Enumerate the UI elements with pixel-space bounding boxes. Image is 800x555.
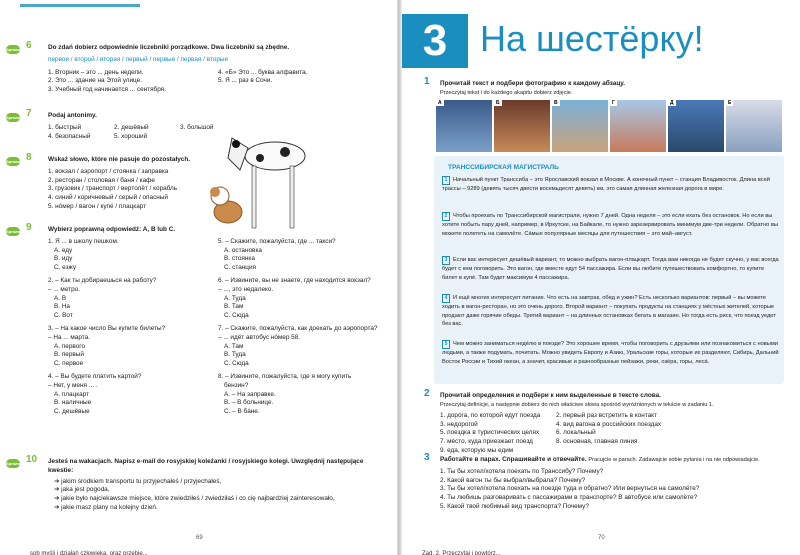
exercise-badge: Sprawdź xyxy=(6,47,23,52)
bullet-item: ➔ jakim środkiem transportu tu przyjechałeś / przyjechałeś, xyxy=(54,477,222,485)
list-item: 4. синий / коричневый / серый / опасный xyxy=(48,194,168,202)
paragraph xyxy=(442,212,780,238)
exercise-number: 10 xyxy=(26,454,38,465)
paragraph-text: Чем можно заниматься недéлю в поезде? Это хорошее время, чтобы поговорить с друзьями или познакомиться с новыми людьми, а также подумать, почитать. Можно увидеть Европу и Азию, Уральские горы, которые их разделяют, Сибирь, Дальний Восток России и Тихий океан, а значит, красивые и разнообразные пейзажи, реки, озёра, горы, лесá. xyxy=(442,341,779,365)
photo-label: Г xyxy=(612,100,615,106)
option: C. станция xyxy=(224,264,256,272)
list-item: 2. Какой вагон ты бы выбрал/выбрала? Почему? xyxy=(440,476,586,484)
list-item: 6. локальный xyxy=(556,429,596,437)
dogs-illustration xyxy=(200,108,310,238)
photo-label: Б xyxy=(496,100,500,106)
option: B. стоянка xyxy=(224,255,255,263)
paragraph-text: Если вас интересует дешёвый вариант, то можно выбрать вагон-плацкарт. Тогда вам никогда не будет скучно, у вас всегда будет с кем поговорить. Это вагон, где вместе едут 54 пассажира. Если вы любите путешествовать комфортно, то купите билет в купé. Там будет максимум 4 пассажира. xyxy=(442,257,779,281)
list-item: 3. грузовик / транспорт / вертолёт / корабль xyxy=(48,185,178,193)
list-item: 5. нóмер / вагон / купé / плацкарт xyxy=(48,202,147,210)
exercise-number: 2 xyxy=(424,388,430,399)
option: C. Сюда xyxy=(224,360,249,368)
paragraph xyxy=(442,256,780,282)
option: C. езжу xyxy=(54,264,77,272)
photo-b xyxy=(494,100,550,152)
option: A. первого xyxy=(54,342,86,350)
instruction-pl: Pracujcie w parach. Zadawajcie sobie pytania i na nie odpowiadajcie. xyxy=(588,457,760,463)
list-item: 2. Это ... здание на Этой улице. xyxy=(48,77,142,85)
option: A. еду xyxy=(54,246,73,254)
list-item: 3. недорогой xyxy=(440,420,478,428)
exercise-body xyxy=(440,456,780,512)
photo-f xyxy=(726,100,782,152)
option: C. Вот xyxy=(54,312,73,320)
instruction-pl: Przeczytaj definicje, a następnie dobierz do nich właściwe słowa spośród wyróżnionych w tekście w zadaniu 1. xyxy=(440,401,714,408)
top-rule xyxy=(20,4,140,7)
list-item: 4. Ты любишь разговаривать с пассажирами в транспорте? В автобусе или самолёте? xyxy=(440,494,698,502)
exercise-badge: Sprawdź xyxy=(6,229,23,234)
exercise-number: 8 xyxy=(26,152,32,163)
question: 8. – Извините, пожалуйста, где я могу купить xyxy=(218,372,352,380)
left-page xyxy=(0,0,398,555)
paragraph-text: Чтобы проехать по Транссибирской магистрали, нужно 7 дней. Одна неделя – это если ехать без остановок. Но если вы хотите побыть пару дней, например, в Иркутске, на Байкале, то нужно зарезервировать минимум две-три недели. Обратно вы можете полететь на самолёте. Сáмые популярные месяцы для путешествия – это май–август. xyxy=(442,213,778,237)
option: C. первое xyxy=(54,360,84,368)
bullet-text: jakie masz plany na kolejny dzień. xyxy=(61,503,158,511)
paragraph-number: 3 xyxy=(442,256,450,265)
bleed-text: sob myśli i działań człowieka, oraz przebie... xyxy=(30,551,148,555)
exercise-body xyxy=(440,392,780,456)
list-item: 4. безопасный xyxy=(48,132,91,140)
paragraph-number: 4 xyxy=(442,294,450,303)
question: 7. – Скажите, пожалуйста, как доехать до аэропорта? xyxy=(218,324,378,332)
exercise-badge: Sprawdź xyxy=(6,461,23,466)
question-line: – На ... марта. xyxy=(48,333,90,341)
exercise-body xyxy=(48,44,388,95)
text-title: ТРАНССИБИРСКАЯ МАГИСТРАЛЬ xyxy=(448,164,559,171)
photo-label: В xyxy=(554,100,558,106)
list-item: 9. еда, которую мы едим xyxy=(440,446,514,454)
option: A. остановка xyxy=(224,246,262,254)
list-item: 5. поездка в туристических целях xyxy=(440,429,540,437)
option: B. Там xyxy=(224,303,244,311)
photo-label: А xyxy=(438,100,442,106)
list-item: 1. быстрый xyxy=(48,123,82,131)
question-line: – ... идёт автобус нóмер 58. xyxy=(218,333,301,341)
instruction: Работайте в парах. Спрашивайте и отвечайте. xyxy=(440,456,587,463)
option: A. Туда xyxy=(224,294,246,302)
list-item: 2. ресторан / столовая / баня / кафе xyxy=(48,176,155,184)
paragraph xyxy=(442,294,780,329)
list-item: 1. Вторник – это ... день недели. xyxy=(48,68,144,76)
list-item: 1. Ты бы хотел/хотела поехать по Транссибу? Почему? xyxy=(440,467,604,475)
question-line: – ..., это недалеко. xyxy=(218,285,274,293)
list-item: 2. первый раз встретить в контакт xyxy=(556,411,657,419)
paragraph-number: 1 xyxy=(442,176,450,185)
option: A. В xyxy=(54,294,67,302)
chapter-title: На шестёрку! xyxy=(480,18,704,59)
list-item: 4. вид вагона в российских поездах xyxy=(556,420,662,428)
list-item: 4. «Б» Это ... буква алфавита. xyxy=(218,68,308,76)
exercise-body xyxy=(48,226,388,417)
list-item: 5. хороший xyxy=(114,132,148,140)
bullet-text: jaka jest pogoda, xyxy=(61,486,110,494)
photo-label: Е xyxy=(728,100,732,106)
column-a xyxy=(48,238,218,417)
instruction: Jesteś na wakacjach. Napisz e-mail do rosyjskiej koleżanki / rosyjskiego kolegi. Uwzględnij następujące kwestie: xyxy=(48,458,364,474)
question-line: бензин? xyxy=(224,381,249,389)
question: 3. – На какое число Вы купите билеты? xyxy=(48,324,166,332)
option: A. плацкарт xyxy=(54,390,90,398)
column-b xyxy=(218,238,388,417)
paragraph-number: 5 xyxy=(442,340,450,349)
paragraph xyxy=(442,340,780,366)
option: A. Там xyxy=(224,342,244,350)
exercise-badge: Sprawdź xyxy=(6,115,23,120)
option: A. – На заправке. xyxy=(224,390,276,398)
exercise-body xyxy=(48,458,388,513)
instruction: Прочитай определения и подбери к ним выделенные в тексте слова. xyxy=(440,392,661,399)
option: B. первый xyxy=(54,351,84,359)
photo-d xyxy=(610,100,666,152)
instruction: Do zdań dobierz odpowiednie liczebniki porządkowe. Dwa liczebniki są zbędne. xyxy=(48,44,290,51)
instruction: Wskaż słowo, które nie pasuje do pozostałych. xyxy=(48,156,191,163)
list-item: 8. основная, главная линия xyxy=(556,438,638,446)
list-item: 3. Ты бы хотел/хотела поехать на поезде туда и обратно? Или вернуться на самолёте? xyxy=(440,485,700,493)
exercise-number: 3 xyxy=(424,452,430,463)
question: 4. – Вы будете платить картой? xyxy=(48,372,142,380)
instruction: Wybierz poprawną odpowiedź: A, B lub C. xyxy=(48,226,176,233)
question: 1. Я ... в школу пешком. xyxy=(48,237,119,245)
list-item: 7. мéсто, куда приезжает поезд xyxy=(440,438,533,446)
instruction: Podaj antonimy. xyxy=(48,112,97,119)
bullet-item: ➔ jakie masz plany na kolejny dzień. xyxy=(54,503,158,511)
list-item: 5. Какой твой любимый вид транспорта? Почему? xyxy=(440,502,589,510)
exercise-body xyxy=(440,80,780,97)
instruction-pl: Przeczytaj tekst i do każdego akapitu dobierz zdjęcie. xyxy=(440,89,573,96)
exercise-number: 1 xyxy=(424,76,430,87)
list-item: 5. Я ... раз в Сочи. xyxy=(218,77,273,85)
bullet-item: ➔ jakie było najciekawsze miejsce, które zwiedziłeś / zwiedziłaś i co cię najbardziej zainteresowało, xyxy=(54,495,335,503)
option: B. иду xyxy=(54,255,73,263)
instruction: Прочитай текст и подбери фотографию к каждому абзацу. xyxy=(440,80,626,87)
bullet-text: jakie było najciekawsze miejsce, które zwiedziłeś / zwiedziłaś i co cię najbardziej zainteresowało, xyxy=(61,495,335,503)
question: 5. – Скажите, пожалуйста, где ... такси? xyxy=(218,237,336,245)
photo-label: Д xyxy=(670,100,674,106)
option: C. Сюда xyxy=(224,312,249,320)
right-page xyxy=(402,0,800,555)
exercise-number: 9 xyxy=(26,222,32,233)
reading-text-box xyxy=(434,156,784,384)
option: B. Туда xyxy=(224,351,246,359)
page-number: 70 xyxy=(598,535,605,541)
options: первое / второй / вторая / первый / первые / первая / вторые xyxy=(48,55,229,63)
list-item: 1. дорóга, по которой едут поезда xyxy=(440,411,541,419)
option: C. – В бáне. xyxy=(224,408,260,416)
list-item: 3. большой xyxy=(180,123,214,131)
page-number: 69 xyxy=(196,535,203,541)
photo-e xyxy=(668,100,724,152)
bleed-text: Zad. 2. Przeczytaj i powtórz... xyxy=(422,551,501,555)
exercise-number: 7 xyxy=(26,108,32,119)
option: C. дешёвые xyxy=(54,408,90,416)
list-item: 1. вокзал / аэропорт / стоянка / заправка xyxy=(48,167,169,175)
photo-c xyxy=(552,100,608,152)
exercise-number: 6 xyxy=(26,40,32,51)
chapter-number: 3 xyxy=(402,14,468,68)
question: 2. – Как ты добираешься на работу? xyxy=(48,276,157,284)
option: B. На xyxy=(54,303,70,311)
question-line: – Нет, у меня ... . xyxy=(48,381,98,389)
photo-a xyxy=(436,100,492,152)
exercise-badge: Sprawdź xyxy=(6,159,23,164)
list-item: 3. Учебный год начинается ... сентября. xyxy=(48,86,166,94)
question-line: – ... метро. xyxy=(48,285,80,293)
list-item: 2. дешёвый xyxy=(114,123,149,131)
instruction-line xyxy=(440,456,780,465)
option: B. наличные xyxy=(54,399,92,407)
paragraph-text: Начальный пункт Транссиба – это Ярославский вокзал в Москве. А конечный пункт – станция Владивосток. Длина всей трассы – 9289 (девять тысяч двести восемьдесят девять) км, это самая длинная железная дорога в мире. xyxy=(442,177,770,192)
paragraph xyxy=(442,176,780,194)
bullet-item: ➔ jaka jest pogoda, xyxy=(54,486,110,494)
option: B. – В больнице. xyxy=(224,399,274,407)
bullet-text: jakim środkiem transportu tu przyjechałeś / przyjechałeś, xyxy=(61,477,222,485)
paragraph-number: 2 xyxy=(442,212,450,221)
question: 6. – Извините, вы не знаете, где находится вокзал? xyxy=(218,276,371,284)
paragraph-text: И ещё многих интересует питание. Что есть на завтрак, обед и ужин? Есть несколько вариантов: первый – вы можете ходить в вагон-ресторан, но это очень дорого. Второй вариант – покупать продукты на станциях у мéстных жителей, которые продают даже горячие обеды. Третий вариант – на длинных остановках бегать в магазин. Но тогда есть риск, что поезд уедет без вас. xyxy=(442,295,776,328)
